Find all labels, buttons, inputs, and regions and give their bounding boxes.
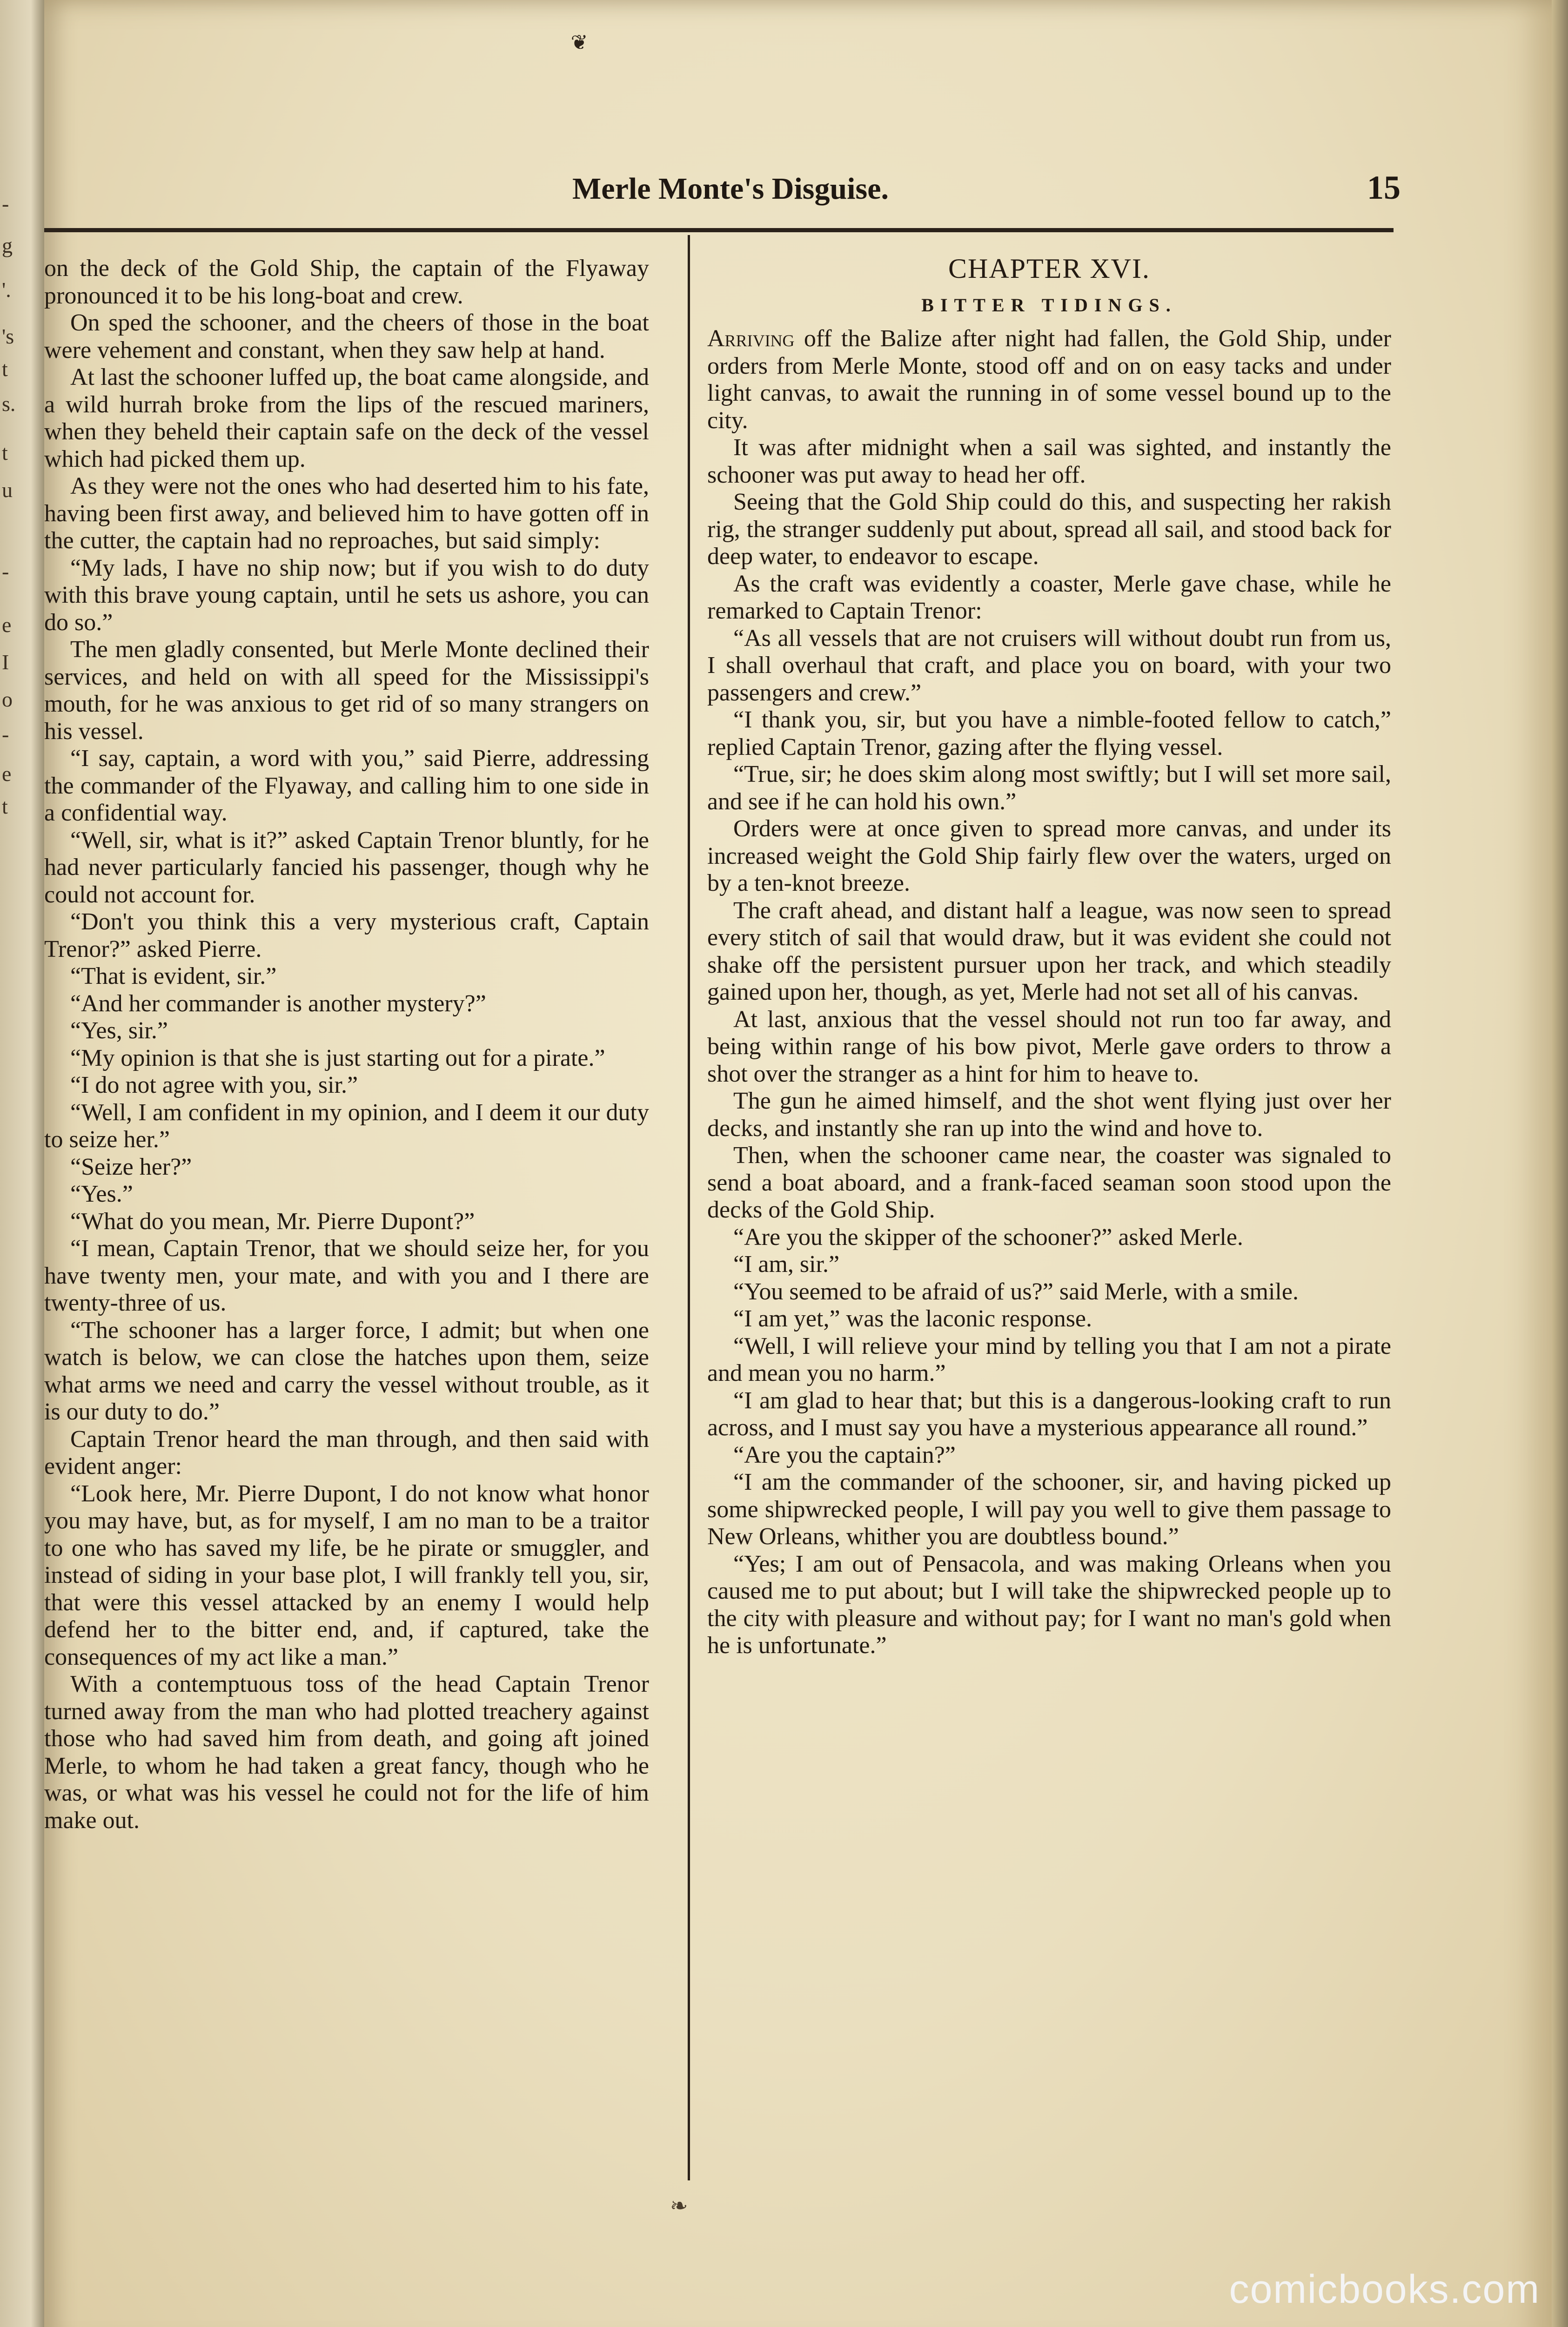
right-column-paragraphs xyxy=(707,434,1391,1660)
column-divider xyxy=(688,235,690,2180)
header-ornament: ❦ xyxy=(570,31,588,54)
margin-fragment: - xyxy=(2,722,9,746)
margin-fragment: e xyxy=(2,613,12,637)
page-number: 15 xyxy=(1367,169,1400,206)
body-paragraph: “I say, captain, a word with you,” said Pierre, addressing the commander of the Flyaway, and calling him to one side in a confidential way. xyxy=(44,745,649,826)
drop-word: Arriving xyxy=(707,325,795,352)
margin-fragment: t xyxy=(2,794,8,818)
body-paragraph: “Don't you think this a very mysterious craft, Captain Trenor?” asked Pierre. xyxy=(44,908,649,962)
chapter-subtitle: BITTER TIDINGS. xyxy=(921,294,1177,316)
body-paragraph: “The schooner has a larger force, I admit; but when one watch is below, we can close the hatches upon them, seize what arms we need and carry the vessel without trouble, as it is our duty to do.” xyxy=(44,1317,649,1425)
body-paragraph: “I am yet,” was the laconic response. xyxy=(733,1305,1092,1332)
margin-fragment: g xyxy=(2,234,13,257)
body-paragraph: “Seize her?” xyxy=(70,1153,192,1180)
margin-fragment: o xyxy=(2,687,13,711)
body-paragraph: on the deck of the Gold Ship, the captain of the Flyaway pronounced it to be his long-boat and crew. xyxy=(44,255,649,309)
body-paragraph: The men gladly consented, but Merle Monte declined their services, and held on with all speed for the Mississippi's mouth, for he was anxious to get rid of so many strangers on his vessel. xyxy=(44,636,649,745)
body-paragraph: Captain Trenor heard the man through, and then said with evident anger: xyxy=(44,1426,649,1480)
previous-page-edge xyxy=(0,0,44,2327)
chapter-opening-paragraph xyxy=(707,325,1391,434)
margin-fragment: s. xyxy=(2,392,16,416)
footer-mark: ❧ xyxy=(670,2194,688,2218)
margin-fragment: e xyxy=(2,762,12,786)
margin-fragment: 's xyxy=(2,324,14,348)
body-paragraph: Seeing that the Gold Ship could do this, and suspecting her rakish rig, the stranger suddenly put about, spread all sail, and stood back for deep water, to endeavor to escape. xyxy=(707,489,1391,570)
right-text-column xyxy=(707,255,1391,1660)
header-rule xyxy=(44,228,1394,232)
chapter-title: CHAPTER XVI. xyxy=(948,253,1150,284)
body-paragraph: “I thank you, sir, but you have a nimble-footed fellow to catch,” replied Captain Trenor, gazing after the flying vessel. xyxy=(707,706,1391,760)
margin-fragment: - xyxy=(2,192,9,215)
body-paragraph: Then, when the schooner came near, the coaster was signaled to send a boat aboard, and a frank-faced seaman soon stood upon the decks of the Gold Ship. xyxy=(707,1142,1391,1223)
body-paragraph: Orders were at once given to spread more canvas, and under its increased weight the Gold Ship fairly flew over the waters, urged on by a ten-knot breeze. xyxy=(707,815,1391,896)
body-paragraph: “My opinion is that she is just starting out for a pirate.” xyxy=(70,1044,605,1071)
body-paragraph: “My lads, I have no ship now; but if you wish to do duty with this brave young captain, until he sets us ashore, you can do so.” xyxy=(44,554,649,636)
site-watermark: comicbooks.com xyxy=(1229,2267,1540,2312)
margin-fragment: u xyxy=(2,478,13,502)
body-paragraph: “Well, I am confident in my opinion, and I deem it our duty to seize her.” xyxy=(44,1099,649,1153)
body-paragraph: At last the schooner luffed up, the boat came alongside, and a wild hurrah broke from the lips of the rescued mariners, when they beheld their captain safe on the deck of the vessel which had picked them up. xyxy=(44,364,649,472)
opening-text: off the Balize after night had fallen, the Gold Ship, under orders from Merle Monte, stood off and on on easy tacks and under light canvas, to await the running in of some vessel bound up to the city. xyxy=(707,325,1391,434)
body-paragraph: “What do you mean, Mr. Pierre Dupont?” xyxy=(70,1208,475,1235)
body-paragraph: “I am the commander of the schooner, sir, and having picked up some shipwrecked people, I will pay you well to give them passage to New Orleans, whither you are doubtless bound.” xyxy=(707,1469,1391,1550)
margin-fragment: I xyxy=(2,650,9,674)
body-paragraph: “Look here, Mr. Pierre Dupont, I do not know what honor you may have, but, as for myself, I am no man to be a traitor to one who has saved my life, be he pirate or smuggler, and instead of siding in your base plot, I will frankly tell you, sir, that were this vessel attacked by an enemy I would help defend her to the bitter end, and, if captured, take the consequences of my act like a man.” xyxy=(44,1480,649,1670)
body-paragraph: “Are you the captain?” xyxy=(733,1441,956,1468)
body-paragraph: “I do not agree with you, sir.” xyxy=(70,1072,358,1098)
body-paragraph: As the craft was evidently a coaster, Merle gave chase, while he remarked to Captain Trenor: xyxy=(707,570,1391,624)
body-paragraph: “Yes.” xyxy=(70,1181,133,1207)
body-paragraph: “You seemed to be afraid of us?” said Merle, with a smile. xyxy=(733,1278,1299,1305)
body-paragraph: It was after midnight when a sail was sighted, and instantly the schooner was put away to head her off. xyxy=(707,434,1391,488)
body-paragraph: “I mean, Captain Trenor, that we should seize her, for you have twenty men, your mate, and with you and I there are twenty-three of us. xyxy=(44,1235,649,1316)
body-paragraph: The gun he aimed himself, and the shot went flying just over her decks, and instantly she ran up into the wind and hove to. xyxy=(707,1088,1391,1142)
body-paragraph: “True, sir; he does skim along most swiftly; but I will set more sail, and see if he can hold his own.” xyxy=(707,761,1391,815)
left-text-column xyxy=(44,255,649,1834)
body-paragraph: At last, anxious that the vessel should not run too far away, and being within range of his bow pivot, Merle gave orders to throw a shot over the stranger as a hint for him to heave to. xyxy=(707,1006,1391,1087)
body-paragraph: With a contemptuous toss of the head Captain Trenor turned away from the man who had plotted treachery against those who had saved him from death, and going aft joined Merle, to whom he had taken a great fancy, though who he was, or what was his vessel he could not for the life of him make out. xyxy=(44,1671,649,1834)
running-header-title: Merle Monte's Disguise. xyxy=(572,172,889,206)
body-paragraph: “Well, I will relieve your mind by telling you that I am not a pirate and mean you no harm.” xyxy=(707,1332,1391,1386)
margin-fragment: - xyxy=(2,559,9,583)
body-paragraph: “As all vessels that are not cruisers will without doubt run from us, I shall overhaul that craft, and place you on board, with your two passengers and crew.” xyxy=(707,625,1391,706)
body-paragraph: “Are you the skipper of the schooner?” asked Merle. xyxy=(733,1224,1243,1251)
body-paragraph: “Yes, sir.” xyxy=(70,1017,168,1044)
body-paragraph: As they were not the ones who had deserted him to his fate, having been first away, and believed him to have gotten off in the cutter, the captain had no reproaches, but said simply: xyxy=(44,473,649,554)
body-paragraph: “I am, sir.” xyxy=(733,1251,840,1278)
body-paragraph: “Yes; I am out of Pensacola, and was making Orleans when you caused me to put about; but I will take the shipwrecked people up to the city with pleasure and without pay; for I want no man's gold when he is unfortunate.” xyxy=(707,1550,1391,1659)
margin-fragment: t xyxy=(2,441,8,464)
margin-fragment: t xyxy=(2,357,8,381)
body-paragraph: The craft ahead, and distant half a league, was now seen to spread every stitch of sail that would draw, but it was evident she could not shake off the persistent pursuer upon her track, and which steadily gained upon her, though, as yet, Merle had not set all of his canvas. xyxy=(707,897,1391,1005)
body-paragraph: “I am glad to hear that; but this is a dangerous-looking craft to run across, and I must say you have a mysterious appearance all round.” xyxy=(707,1387,1391,1441)
body-paragraph: “Well, sir, what is it?” asked Captain Trenor bluntly, for he had never particularly fancied his passenger, though why he could not account for. xyxy=(44,827,649,908)
body-paragraph: “And her commander is another mystery?” xyxy=(70,990,486,1017)
body-paragraph: “That is evident, sir.” xyxy=(70,963,277,989)
page-edge-right xyxy=(1552,0,1568,2327)
margin-fragment: '. xyxy=(2,278,11,302)
body-paragraph: On sped the schooner, and the cheers of those in the boat were vehement and constant, when they saw help at hand. xyxy=(44,309,649,363)
